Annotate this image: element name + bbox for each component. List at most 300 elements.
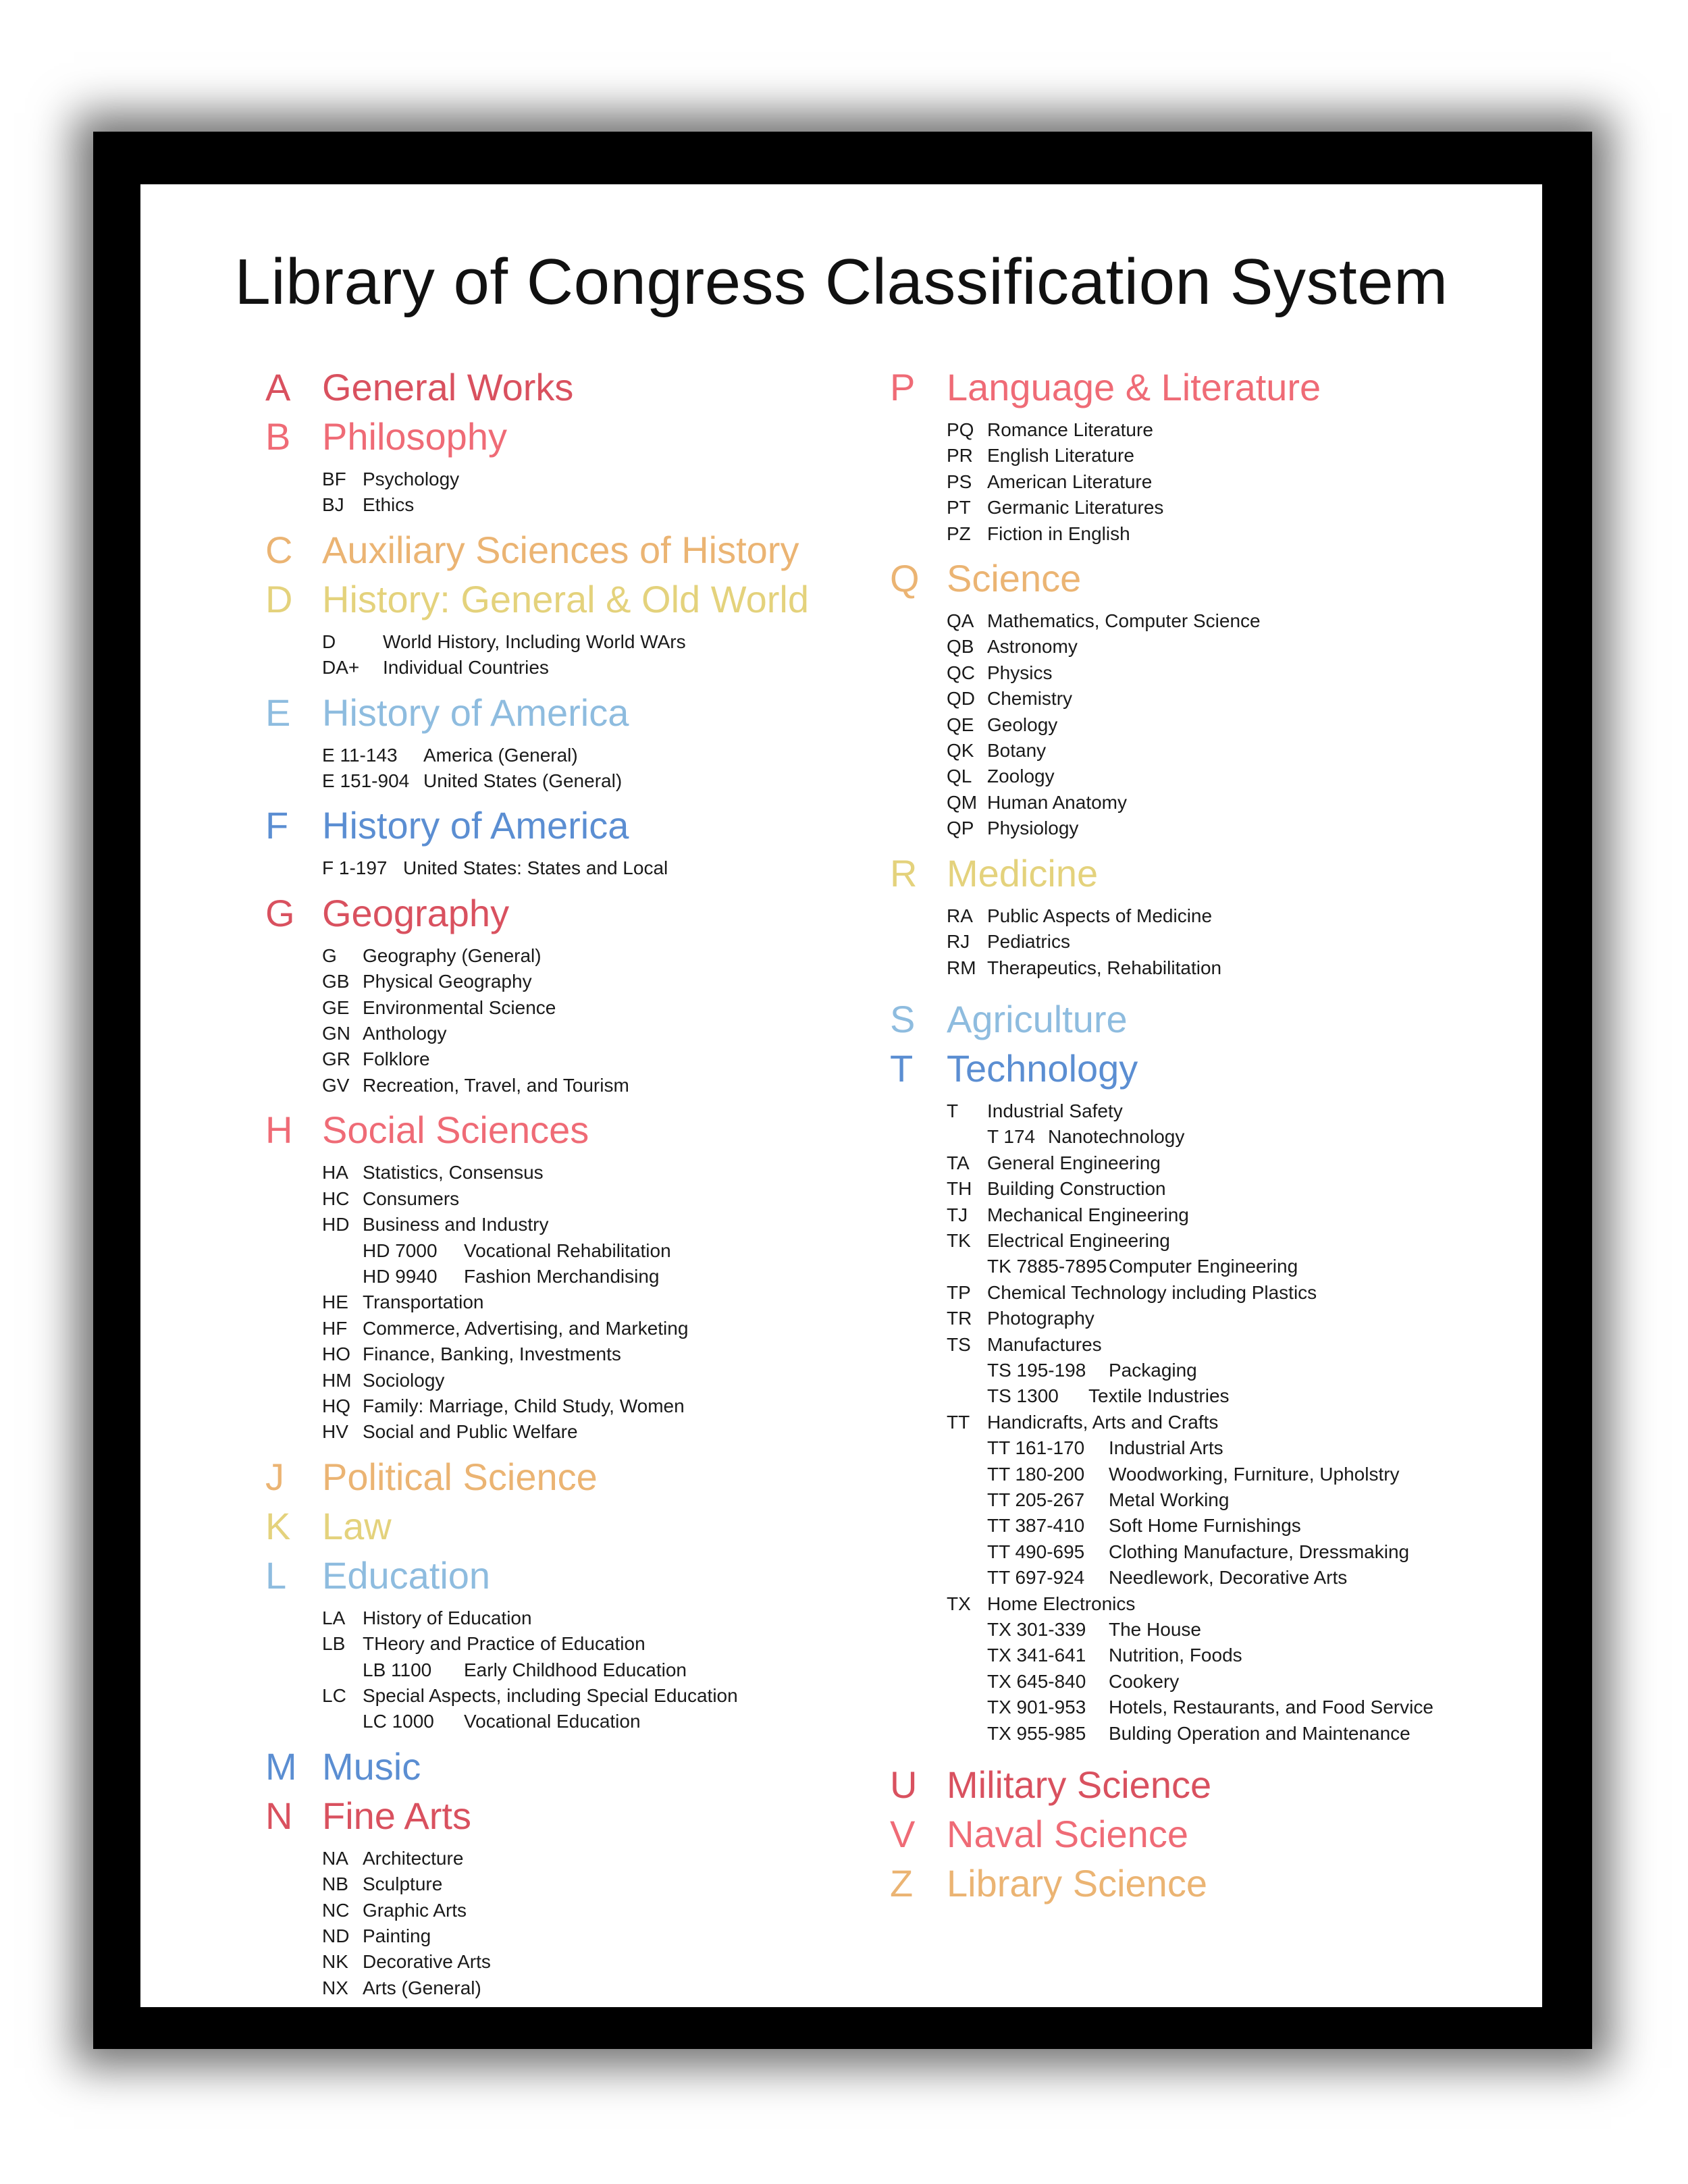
subclass-code: TH — [947, 1178, 972, 1200]
subclass-code: HD 7000 — [363, 1240, 438, 1261]
subclass-label: Chemistry — [987, 688, 1073, 710]
subclass-label: Handicrafts, Arts and Crafts — [987, 1411, 1219, 1433]
subclass-row — [947, 634, 1498, 660]
subclass-row — [322, 1657, 873, 1683]
subclass-row — [322, 1073, 873, 1098]
subclass-row — [322, 1949, 873, 1975]
subclass-code: QD — [947, 688, 975, 710]
page-title: Library of Congress Classification System — [234, 246, 1448, 318]
class-letter: J — [265, 1455, 284, 1498]
class-letter: T — [890, 1046, 914, 1090]
class-letter: Q — [890, 557, 920, 600]
subclass-code: HA — [322, 1162, 348, 1183]
subclass-row — [322, 1898, 873, 1923]
subclass-row — [322, 1393, 873, 1419]
subclass-code: NB — [322, 1873, 348, 1895]
subclass-label: Mathematics, Computer Science — [987, 610, 1261, 632]
class-q — [890, 556, 1498, 606]
subclass-label: Consumers — [363, 1188, 460, 1209]
subclass-code: T — [947, 1100, 959, 1121]
subclass-code: NK — [322, 1951, 348, 1973]
subclass-code: G — [322, 944, 337, 966]
class-name: Medicine — [947, 851, 1099, 895]
subclass-code: TX 301-339 — [987, 1619, 1086, 1641]
subclass-code: HD — [322, 1214, 350, 1235]
subclass-row — [322, 1419, 873, 1445]
subclass-code: RM — [947, 957, 976, 978]
subclass-code: QC — [947, 662, 975, 683]
subclass-row — [947, 816, 1498, 841]
subclass-code: LC — [322, 1684, 346, 1706]
subclass-code: TA — [947, 1152, 970, 1173]
subclass-code: TS — [947, 1333, 971, 1355]
subclass-label: United States: States and Local — [403, 857, 668, 879]
subclass-code: HC — [322, 1188, 350, 1209]
class-name: Fine Arts — [322, 1794, 471, 1837]
subclass-row — [947, 1202, 1498, 1228]
subclass-label: Business and Industry — [363, 1214, 549, 1235]
subclass-row — [322, 1316, 873, 1341]
subclass-code: TX 955-985 — [987, 1722, 1086, 1744]
class-h — [265, 1108, 873, 1157]
class-letter: A — [265, 366, 291, 408]
subclass-code: RJ — [947, 931, 970, 953]
subclass-label: English Literature — [987, 445, 1134, 467]
subclass-code: PT — [947, 497, 971, 518]
subclass-code: DA+ — [322, 657, 360, 678]
subclass-row — [322, 1186, 873, 1212]
subclass-code: LA — [322, 1607, 346, 1628]
class-letter: E — [265, 691, 291, 734]
class-name: History: General & Old World — [322, 577, 809, 620]
subclass-label: Industrial Arts — [1109, 1437, 1223, 1459]
subclass-code: HQ — [322, 1395, 350, 1416]
subclass-label: Statistics, Consensus — [363, 1162, 544, 1183]
subclass-label: Packaging — [1109, 1359, 1197, 1381]
subclass-row — [322, 768, 873, 794]
subclass-row — [947, 738, 1498, 764]
subclass-code: TT — [947, 1411, 970, 1433]
subclass-row — [322, 1368, 873, 1393]
subclass-label: Arts (General) — [363, 1977, 481, 1998]
subclass-code: TX — [947, 1593, 971, 1614]
subclass-code: GE — [322, 996, 350, 1018]
subclass-row — [322, 1605, 873, 1631]
class-letter: K — [265, 1504, 291, 1547]
subclass-row — [322, 995, 873, 1021]
subclass-row — [322, 1046, 873, 1072]
subclass-label: Building Construction — [987, 1178, 1166, 1200]
subclass-label: Transportation — [363, 1291, 484, 1313]
subclass-code: TS 195-198 — [987, 1359, 1086, 1381]
subclass-row — [947, 712, 1498, 738]
subclass-label: Vocational Rehabilitation — [464, 1240, 671, 1261]
subclass-code: BJ — [322, 494, 344, 516]
subclass-label: Decorative Arts — [363, 1951, 491, 1973]
subclass-label: Graphic Arts — [363, 1899, 467, 1921]
subclass-label: American Literature — [987, 471, 1153, 492]
subclass-label: Photography — [987, 1308, 1094, 1329]
subclass-label: Clothing Manufacture, Dressmaking — [1109, 1541, 1410, 1562]
subclass-row — [322, 743, 873, 768]
subclass-list-h — [265, 1160, 873, 1445]
subclass-list-g — [265, 943, 873, 1098]
subclass-code: HF — [322, 1317, 348, 1339]
subclass-label: Finance, Banking, Investments — [363, 1343, 621, 1365]
subclass-label: Cookery — [1109, 1670, 1180, 1692]
subclass-label: Metal Working — [1109, 1489, 1230, 1510]
subclass-label: Painting — [363, 1925, 431, 1946]
picture-frame — [93, 132, 1592, 2049]
subclass-row — [947, 1435, 1498, 1461]
subclass-code: F 1-197 — [322, 857, 388, 879]
subclass-row — [947, 1513, 1498, 1539]
subclass-code: HE — [322, 1291, 348, 1313]
subclass-row — [322, 943, 873, 969]
class-letter: S — [890, 997, 916, 1040]
subclass-code: GN — [322, 1023, 350, 1044]
class-l — [265, 1553, 873, 1603]
subclass-row — [322, 969, 873, 994]
subclass-label: Physics — [987, 662, 1053, 683]
subclass-row — [322, 1871, 873, 1897]
subclass-code: QM — [947, 791, 978, 813]
subclass-code: HD 9940 — [363, 1265, 438, 1287]
subclass-row — [947, 929, 1498, 955]
subclass-label: Public Aspects of Medicine — [987, 905, 1213, 926]
subclass-code: TS 1300 — [987, 1385, 1059, 1407]
subclass-code: QB — [947, 636, 974, 658]
class-t — [890, 1046, 1498, 1096]
class-m — [265, 1744, 873, 1794]
subclass-row — [947, 903, 1498, 929]
class-k — [265, 1504, 873, 1553]
subclass-label: Sociology — [363, 1369, 445, 1391]
subclass-row — [947, 417, 1498, 443]
subclass-row — [322, 655, 873, 681]
subclass-row — [322, 1709, 873, 1734]
subclass-code: QA — [947, 610, 974, 632]
class-p — [890, 365, 1498, 415]
subclass-label: Woodworking, Furniture, Upholstry — [1109, 1463, 1400, 1485]
subclass-row — [947, 1643, 1498, 1668]
subclass-code: QP — [947, 818, 974, 839]
subclass-row — [322, 1683, 873, 1709]
subclass-label: Textile Industries — [1088, 1385, 1230, 1407]
subclass-label: Human Anatomy — [987, 791, 1127, 813]
subclass-row — [947, 1358, 1498, 1383]
subclass-row — [947, 1383, 1498, 1409]
subclass-label: Hotels, Restaurants, and Food Service — [1109, 1697, 1433, 1718]
subclass-label: America (General) — [423, 744, 578, 766]
subclass-row — [947, 1124, 1498, 1150]
subclass-code: NX — [322, 1977, 348, 1998]
subclass-label: Environmental Science — [363, 996, 556, 1018]
subclass-code: NC — [322, 1899, 350, 1921]
subclass-row — [322, 1264, 873, 1289]
subclass-list-r — [890, 903, 1498, 981]
class-r — [890, 851, 1498, 901]
subclass-code: NA — [322, 1847, 348, 1869]
subclass-row — [322, 1289, 873, 1315]
subclass-code: TP — [947, 1281, 971, 1303]
class-e — [265, 691, 873, 740]
class-f — [265, 803, 873, 853]
subclass-label: Psychology — [363, 469, 460, 489]
subclass-row — [322, 1212, 873, 1237]
subclass-list-l — [265, 1605, 873, 1735]
subclass-code: GB — [322, 971, 350, 992]
subclass-code: TK — [947, 1229, 971, 1251]
subclass-code: E 11-143 — [322, 744, 398, 766]
poster — [140, 184, 1542, 2007]
subclass-code: TT 697-924 — [987, 1567, 1085, 1589]
subclass-row — [947, 1591, 1498, 1617]
subclass-code: BF — [322, 469, 346, 489]
subclass-row — [947, 1695, 1498, 1720]
class-letter: V — [890, 1813, 916, 1856]
subclass-row — [947, 660, 1498, 686]
subclass-code: HO — [322, 1343, 350, 1365]
class-letter: M — [265, 1744, 297, 1788]
subclass-label: The House — [1109, 1619, 1201, 1641]
subclass-label: Germanic Literatures — [987, 497, 1164, 518]
subclass-row — [322, 1846, 873, 1871]
subclass-label: Romance Literature — [987, 419, 1153, 440]
class-letter: U — [890, 1763, 918, 1807]
subclass-code: PS — [947, 471, 972, 492]
class-name: Agriculture — [947, 997, 1128, 1040]
class-name: Language & Literature — [947, 366, 1321, 408]
subclass-code: TR — [947, 1308, 972, 1329]
subclass-label: Recreation, Travel, and Tourism — [363, 1074, 629, 1096]
subclass-label: Geology — [987, 714, 1058, 735]
subclass-label: Family: Marriage, Child Study, Women — [363, 1395, 685, 1416]
subclass-label: Industrial Safety — [987, 1100, 1123, 1121]
subclass-row — [322, 1923, 873, 1949]
subclass-label: Physiology — [987, 818, 1079, 839]
subclass-row — [947, 1617, 1498, 1643]
subclass-list-f — [265, 855, 873, 881]
class-name: Political Science — [322, 1455, 598, 1498]
subclass-row — [322, 1341, 873, 1367]
subclass-row — [947, 1098, 1498, 1124]
subclass-row — [947, 1462, 1498, 1487]
subclass-code: GV — [322, 1074, 350, 1096]
subclass-code: TT 490-695 — [987, 1541, 1085, 1562]
subclass-code: TT 180-200 — [987, 1463, 1085, 1485]
subclass-code: LC 1000 — [363, 1711, 434, 1732]
subclass-code: D — [322, 631, 336, 652]
subclass-label: Social and Public Welfare — [363, 1421, 578, 1443]
subclass-label: Pediatrics — [987, 931, 1070, 953]
subclass-list-q — [890, 608, 1498, 842]
subclass-row — [322, 1238, 873, 1264]
subclass-label: Individual Countries — [383, 657, 549, 678]
subclass-row — [947, 1539, 1498, 1565]
class-n — [265, 1794, 873, 1843]
subclass-code: TJ — [947, 1204, 968, 1225]
subclass-code: LB 1100 — [363, 1659, 432, 1680]
class-name: Music — [322, 1744, 421, 1788]
left-column — [265, 365, 873, 2010]
class-letter: H — [265, 1109, 293, 1152]
class-letter: G — [265, 891, 295, 934]
subclass-code: QK — [947, 740, 974, 762]
subclass-code: TT 161-170 — [987, 1437, 1085, 1459]
class-u — [890, 1763, 1498, 1812]
subclass-code: TX 645-840 — [987, 1670, 1086, 1692]
class-letter: B — [265, 415, 291, 458]
subclass-label: Nanotechnology — [1048, 1126, 1185, 1148]
class-name: General Works — [322, 366, 574, 408]
subclass-code: HM — [322, 1369, 352, 1391]
subclass-label: Geography (General) — [363, 944, 542, 966]
subclass-label: Electrical Engineering — [987, 1229, 1170, 1251]
subclass-row — [947, 790, 1498, 816]
class-name: Library Science — [947, 1862, 1207, 1905]
class-letter: D — [265, 577, 293, 620]
class-letter: P — [890, 366, 916, 408]
subclass-row — [947, 1332, 1498, 1358]
subclass-row — [322, 1021, 873, 1046]
subclass-list-n — [265, 1846, 873, 2001]
subclass-label: Early Childhood Education — [464, 1659, 687, 1680]
subclass-label: Physical Geography — [363, 971, 532, 992]
subclass-row — [947, 469, 1498, 495]
subclass-row — [947, 1487, 1498, 1513]
subclass-row — [322, 492, 873, 518]
subclass-row — [322, 1160, 873, 1186]
class-name: Law — [322, 1504, 392, 1547]
subclass-label: United States (General) — [423, 770, 623, 792]
class-z — [890, 1861, 1498, 1911]
subclass-label: Nutrition, Foods — [1109, 1645, 1242, 1666]
right-column — [890, 365, 1498, 1911]
class-b — [265, 415, 873, 464]
subclass-row — [947, 608, 1498, 634]
class-letter: Z — [890, 1862, 914, 1905]
subclass-code: GR — [322, 1048, 350, 1070]
subclass-label: Chemical Technology including Plastics — [987, 1281, 1317, 1303]
subclass-code: QL — [947, 766, 972, 787]
subclass-code: RA — [947, 905, 973, 926]
subclass-code: HV — [322, 1421, 348, 1443]
subclass-code: PR — [947, 445, 973, 467]
class-d — [265, 577, 873, 627]
class-letter: L — [265, 1553, 287, 1597]
class-name: Technology — [947, 1046, 1138, 1090]
subclass-row — [947, 764, 1498, 789]
subclass-label: Manufactures — [987, 1333, 1102, 1355]
subclass-list-b — [265, 467, 873, 518]
class-j — [265, 1455, 873, 1504]
subclass-label: Commerce, Advertising, and Marketing — [363, 1317, 689, 1339]
subclass-label: Fiction in English — [987, 523, 1130, 544]
subclass-code: TK 7885-7895 — [987, 1256, 1107, 1277]
subclass-label: Folklore — [363, 1048, 430, 1070]
subclass-row — [947, 1228, 1498, 1254]
subclass-label: Zoology — [987, 766, 1055, 787]
subclass-row — [947, 495, 1498, 521]
class-name: Science — [947, 557, 1082, 600]
class-name: Education — [322, 1553, 491, 1597]
subclass-code: E 151-904 — [322, 770, 410, 792]
subclass-label: General Engineering — [987, 1152, 1161, 1173]
subclass-code: LB — [322, 1633, 346, 1655]
subclass-code: TX 901-953 — [987, 1697, 1086, 1718]
class-v — [890, 1812, 1498, 1861]
subclass-code: PQ — [947, 419, 974, 440]
subclass-row — [947, 1306, 1498, 1331]
subclass-label: Special Aspects, including Special Education — [363, 1684, 738, 1706]
class-c — [265, 528, 873, 577]
subclass-label: Bulding Operation and Maintenance — [1109, 1722, 1410, 1744]
subclass-code: QE — [947, 714, 974, 735]
subclass-row — [947, 1254, 1498, 1279]
class-name: Philosophy — [322, 415, 507, 458]
class-s — [890, 997, 1498, 1046]
subclass-row — [322, 1631, 873, 1657]
subclass-row — [947, 1410, 1498, 1435]
class-name: Social Sciences — [322, 1109, 589, 1152]
subclass-row — [947, 1150, 1498, 1176]
subclass-label: Needlework, Decorative Arts — [1109, 1567, 1348, 1589]
class-letter: R — [890, 851, 918, 895]
subclass-row — [947, 1669, 1498, 1695]
subclass-label: Therapeutics, Rehabilitation — [987, 957, 1222, 978]
class-letter: F — [265, 804, 289, 847]
class-letter: N — [265, 1794, 293, 1837]
subclass-row — [947, 686, 1498, 712]
class-letter: C — [265, 528, 293, 571]
subclass-row — [947, 1176, 1498, 1202]
subclass-label: World History, Including World WArs — [383, 631, 686, 652]
subclass-list-e — [265, 743, 873, 795]
subclass-row — [322, 467, 873, 492]
subclass-list-t — [890, 1098, 1498, 1747]
subclass-label: Home Electronics — [987, 1593, 1136, 1614]
subclass-label: Astronomy — [987, 636, 1078, 658]
subclass-label: Botany — [987, 740, 1047, 762]
subclass-code: TT 387-410 — [987, 1515, 1085, 1537]
subclass-row — [322, 629, 873, 655]
subclass-row — [947, 521, 1498, 547]
class-a — [265, 365, 873, 415]
subclass-label: History of Education — [363, 1607, 532, 1628]
subclass-label: Soft Home Furnishings — [1109, 1515, 1301, 1537]
subclass-code: ND — [322, 1925, 350, 1946]
subclass-label: Vocational Education — [464, 1711, 641, 1732]
subclass-label: Ethics — [363, 494, 415, 516]
subclass-label: Mechanical Engineering — [987, 1204, 1189, 1225]
subclass-label: Computer Engineering — [1109, 1256, 1298, 1277]
subclass-code: PZ — [947, 523, 971, 544]
subclass-label: Anthology — [363, 1023, 447, 1044]
subclass-row — [947, 1565, 1498, 1591]
class-name: History of America — [322, 804, 629, 847]
subclass-code: TT 205-267 — [987, 1489, 1085, 1510]
subclass-list-d — [265, 629, 873, 681]
class-name: History of America — [322, 691, 629, 734]
subclass-row — [947, 1280, 1498, 1306]
subclass-code: T 174 — [987, 1126, 1036, 1148]
class-g — [265, 891, 873, 940]
subclass-row — [947, 1721, 1498, 1747]
class-name: Naval Science — [947, 1813, 1188, 1856]
class-name: Military Science — [947, 1763, 1212, 1807]
subclass-row — [947, 955, 1498, 981]
